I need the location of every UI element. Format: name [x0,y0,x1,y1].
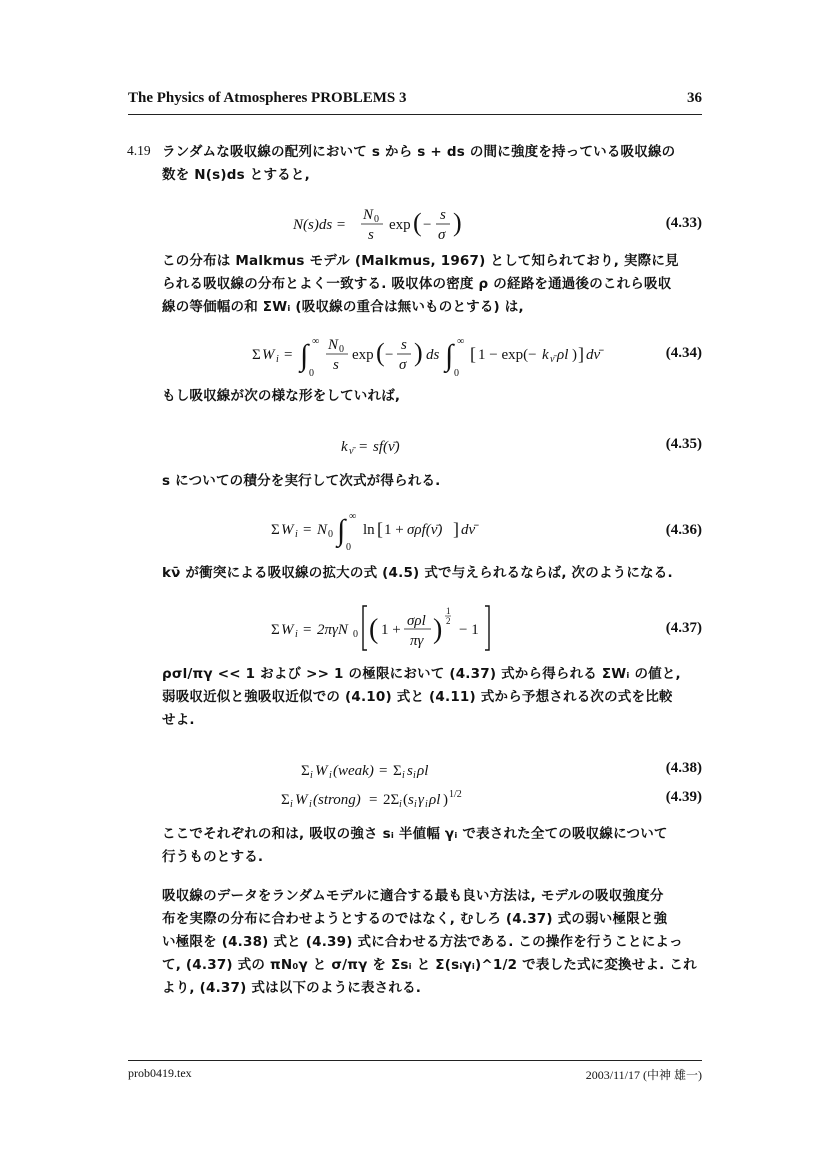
svg-text:=: = [303,622,312,638]
text-line: ρσl/πγ << 1 および >> 1 の極限において (4.37) 式から得られる ΣWᵢ の値と, [162,666,681,682]
svg-text:(: ( [369,614,379,645]
svg-text:N(s)ds =: N(s)ds = [293,217,347,233]
svg-text:ln: ln [363,522,375,538]
text-line: 線の等価幅の和 ΣWᵢ (吸収線の重合は無いものとする) は, [162,299,524,315]
text-line: て, (4.37) 式の πN₀γ と σ/πγ を Σsᵢ と Σ(sᵢγᵢ)^1/2 で表した式に変換せよ. これ [162,957,697,973]
svg-text:Σ: Σ [281,792,290,808]
svg-text:i: i [295,629,298,640]
equation-tag: (4.36) [665,522,702,538]
svg-text:[: [ [470,344,476,364]
equation-tag: (4.37) [665,620,702,636]
footer-date-author: 2003/11/17 (中神 雄一) [585,1068,702,1082]
svg-text:σρl: σρl [407,613,426,629]
svg-text:k: k [542,347,549,363]
svg-text:0: 0 [374,214,379,225]
svg-text:Σ: Σ [271,622,280,638]
formula-graphic [267,508,527,554]
svg-text:ds: ds [426,347,440,363]
svg-text:1 +: 1 + [381,622,401,638]
svg-text:− 1: − 1 [459,622,479,638]
svg-text:N: N [363,207,374,223]
paragraph-line-shape [162,385,702,408]
svg-text:0: 0 [346,542,351,553]
svg-text:i: i [276,354,279,365]
svg-text:i: i [399,799,402,810]
svg-text:i: i [414,799,417,810]
svg-text:i: i [309,799,312,810]
svg-text:s: s [368,227,374,243]
svg-text:]: ] [578,344,584,364]
header-title: The Physics of Atmospheres PROBLEMS 3 [128,90,407,106]
equation-4-35 [162,436,702,458]
formula-graphic [277,205,517,245]
equation-tag: (4.38) [665,760,702,776]
svg-text:∫: ∫ [445,339,454,372]
svg-text:=: = [379,763,388,779]
svg-text:∫: ∫ [300,339,309,372]
equation-tag: (4.39) [665,789,702,805]
svg-text:ρl: ρl [429,792,441,808]
page-number: 36 [687,90,702,106]
svg-text:exp: exp [352,347,374,363]
equation-4-34 [162,332,702,382]
svg-text:sf(ν̄): sf(ν̄) [373,439,400,455]
formula-graphic [267,600,527,656]
equation-4-37 [162,600,702,656]
svg-text:∞: ∞ [312,336,320,347]
equation-body [162,436,632,463]
svg-text:σρf(ν̄): σρf(ν̄) [407,522,443,538]
footer-rule [128,1060,702,1061]
equation-body [162,508,632,559]
text-line: 数を N(s)ds とすると, [162,167,310,183]
page-header [128,90,702,112]
svg-text:(: ( [403,792,408,808]
paragraph-intro [162,141,702,187]
text-line: kν̄ が衝突による吸収線の拡大の式 (4.5) 式で与えられるならば, 次のようになる. [162,565,673,581]
header-rule [128,114,702,115]
text-line: ここでそれぞれの和は, 吸収の強さ sᵢ 半値幅 γᵢ で表された全ての吸収線について [162,826,668,842]
svg-text:i: i [310,770,313,781]
svg-text:i: i [402,770,405,781]
svg-text:=: = [284,347,293,363]
svg-text:∞: ∞ [457,336,465,347]
equation-tag: (4.34) [665,345,702,361]
svg-text:(: ( [413,208,422,237]
equation-tag: (4.35) [665,436,702,452]
svg-text:γ: γ [418,792,424,808]
svg-text:W: W [315,763,328,779]
svg-text:1 +: 1 + [384,522,404,538]
svg-text:πγ: πγ [410,633,424,649]
svg-text:=: = [303,522,312,538]
text-line: s についての積分を実行して次式が得られる. [162,473,441,489]
svg-text:W: W [295,792,308,808]
svg-text:σ: σ [399,357,407,373]
svg-text:W: W [281,622,294,638]
svg-text:−: − [385,347,394,363]
svg-text:1/2: 1/2 [449,789,462,800]
svg-text:s: s [440,207,446,223]
svg-text:Σ: Σ [301,763,310,779]
svg-text:s: s [333,357,339,373]
svg-text:1: 1 [446,606,451,616]
svg-text:Σ: Σ [252,347,261,363]
svg-text:0: 0 [339,344,344,355]
equation-body [252,332,632,387]
svg-text:ρl: ρl [557,347,569,363]
svg-text:i: i [290,799,293,810]
text-line: より, (4.37) 式は以下のように表される. [162,980,422,996]
text-line: ランダムな吸収線の配列において s から s + ds の間に強度を持っている吸収線の [162,144,676,160]
svg-text:): ) [453,208,462,237]
equation-4-36 [162,508,702,554]
svg-text:i: i [329,770,332,781]
svg-text:dν̄: dν̄ [586,347,601,363]
svg-text:0: 0 [328,529,333,540]
svg-text:]: ] [453,519,459,539]
svg-text:0: 0 [454,368,459,379]
text-line: せよ. [162,712,195,728]
svg-text:0: 0 [309,368,314,379]
svg-text:Σ: Σ [393,763,402,779]
svg-text:∞: ∞ [349,511,357,522]
svg-text:ν̄: ν̄ [550,354,555,365]
svg-text:ν̄: ν̄ [349,446,354,457]
svg-text:−: − [423,217,432,233]
paragraph-limits [162,663,702,732]
text-line: 吸収線のデータをランダムモデルに適合する最も良い方法は, モデルの吸収強度分 [162,888,664,904]
text-line: この分布は Malkmus モデル (Malkmus, 1967) として知られており, 実際に見 [162,253,679,269]
equation-4-38 [162,760,702,782]
svg-text:dν̄: dν̄ [461,522,476,538]
svg-text:i: i [413,770,416,781]
svg-text:2Σ: 2Σ [383,792,400,808]
svg-text:σ: σ [438,227,446,243]
svg-text:0: 0 [353,629,358,640]
svg-text:2: 2 [446,616,451,626]
svg-text:∫: ∫ [337,514,346,547]
equation-4-39 [162,789,702,811]
svg-text:): ) [433,614,443,645]
equation-body [162,600,632,661]
svg-text:Σ: Σ [271,522,280,538]
text-line: られる吸収線の分布とよく一致する. 吸収体の密度 ρ の経路を通過後のこれら吸収 [162,276,672,292]
svg-text:ρl: ρl [417,763,429,779]
svg-text:i: i [425,799,428,810]
equation-tag: (4.33) [665,215,702,231]
paragraph-fitting [162,885,702,1000]
paragraph-sums [162,823,702,869]
svg-text:W: W [281,522,294,538]
text-line: 弱吸収近似と強吸収近似での (4.10) 式と (4.11) 式から予想される次の式を比較 [162,689,673,705]
equation-4-33 [162,205,702,245]
svg-text:(strong): (strong) [313,792,361,808]
svg-text:=: = [359,439,368,455]
svg-text:): ) [572,347,577,363]
svg-text:[: [ [377,519,383,539]
svg-text:i: i [295,529,298,540]
problem-number: 4.19 [127,143,151,158]
formula-graphic [297,760,497,782]
svg-text:(weak): (weak) [333,763,374,779]
equation-body [162,789,632,816]
formula-graphic [337,436,457,458]
svg-text:1 − exp(−: 1 − exp(− [478,347,537,363]
text-line: い極限を (4.38) 式と (4.39) 式に合わせる方法である. この操作を行うことによっ [162,934,683,950]
paragraph-integration [162,470,702,493]
formula-graphic [277,789,517,811]
svg-text:s: s [408,792,414,808]
formula-graphic [252,332,632,382]
svg-text:W: W [262,347,275,363]
svg-text:s: s [401,337,407,353]
svg-text:(: ( [376,338,385,367]
svg-text:N: N [328,337,339,353]
svg-text:): ) [414,338,423,367]
paragraph-collision [162,562,702,585]
text-line: 行うものとする. [162,849,264,865]
svg-text:k: k [341,439,348,455]
svg-text:s: s [407,763,413,779]
text-line: もし吸収線が次の様な形をしていれば, [162,388,401,404]
footer-filename: prob0419.tex [128,1066,192,1080]
svg-text:): ) [443,792,448,808]
svg-text:=: = [369,792,378,808]
text-line: 布を実際の分布に合わせようとするのではなく, むしろ (4.37) 式の弱い極限と強 [162,911,668,927]
paragraph-malkmus [162,250,702,319]
equation-body [162,760,632,787]
svg-text:N: N [317,522,328,538]
svg-text:exp: exp [389,217,411,233]
svg-text:2πγN: 2πγN [317,622,348,638]
equation-body [162,205,632,250]
